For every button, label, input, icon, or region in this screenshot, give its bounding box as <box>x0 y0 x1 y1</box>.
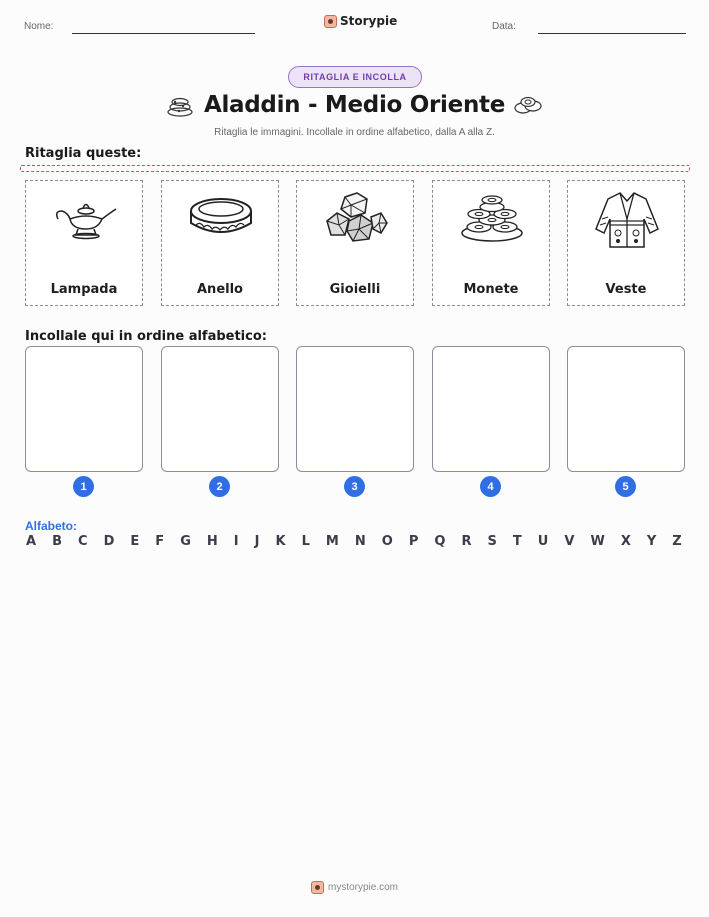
card-label: Anello <box>197 282 243 297</box>
alphabet-letter: F <box>155 534 165 549</box>
alphabet-letter: Q <box>434 534 446 549</box>
slot-number-3: 3 <box>344 476 365 497</box>
alphabet-letter: E <box>130 534 140 549</box>
date-line <box>538 33 686 34</box>
name-line <box>72 33 255 34</box>
alphabet-letter: W <box>590 534 605 549</box>
alphabet-letter: L <box>301 534 310 549</box>
cut-section-label: Ritaglia queste: <box>25 146 142 161</box>
alphabet-letter: S <box>487 534 497 549</box>
coins-icon <box>457 189 527 245</box>
alphabet-letter: N <box>354 534 366 549</box>
worksheet-header <box>0 0 709 40</box>
cut-line <box>20 165 690 172</box>
slot-number-2: 2 <box>209 476 230 497</box>
cut-card-anello[interactable] <box>161 180 279 306</box>
magic-lamp-icon <box>50 189 120 245</box>
alphabet-letter: G <box>180 534 191 549</box>
alphabet-title: Alfabeto: <box>25 519 77 533</box>
alphabet-letter: V <box>564 534 575 549</box>
page-title: Aladdin - Medio Oriente <box>203 92 506 118</box>
ring-icon <box>186 189 256 245</box>
alphabet-letter: Z <box>672 534 682 549</box>
footer <box>0 881 709 894</box>
alphabet-letter: A <box>26 534 37 549</box>
alphabet-row <box>26 534 682 549</box>
paste-section-label: Incollale qui in ordine alfabetico: <box>25 329 267 344</box>
card-label: Gioielli <box>329 282 381 297</box>
storypie-footer-icon <box>311 881 324 894</box>
card-label: Lampada <box>50 282 118 297</box>
alphabet-letter: H <box>206 534 218 549</box>
storypie-logo-icon <box>324 15 337 28</box>
cut-card-lampada[interactable] <box>25 180 143 306</box>
alphabet-letter: K <box>275 534 286 549</box>
alphabet-letter: U <box>537 534 549 549</box>
paste-slot-4[interactable] <box>432 346 550 472</box>
gems-icon <box>321 189 391 247</box>
cut-card-veste[interactable] <box>567 180 685 306</box>
instructions: Ritaglia le immagini. Incollale in ordine alfabetico, dalla A alla Z. <box>214 127 495 138</box>
alphabet-letter: T <box>512 534 522 549</box>
paste-slot-3[interactable] <box>296 346 414 472</box>
alphabet-letter: J <box>254 534 260 549</box>
paste-slot-1[interactable] <box>25 346 143 472</box>
alphabet-letter: R <box>461 534 472 549</box>
alphabet-letter: X <box>620 534 631 549</box>
coin-stack-icon <box>513 94 543 116</box>
storypie-logo <box>324 14 397 28</box>
name-label: Nome: <box>24 21 54 32</box>
footer-url[interactable]: mystorypie.com <box>327 882 398 893</box>
activity-badge: RITAGLIA E INCOLLA <box>288 66 422 88</box>
alphabet-letter: P <box>408 534 419 549</box>
alphabet-letter: C <box>78 534 88 549</box>
alphabet-letter: I <box>233 534 239 549</box>
alphabet-letter: D <box>103 534 115 549</box>
alphabet-letter: B <box>52 534 62 549</box>
cut-card-monete[interactable] <box>432 180 550 306</box>
paste-slot-5[interactable] <box>567 346 685 472</box>
brand-name: Storypie <box>340 14 398 28</box>
paste-slot-2[interactable] <box>161 346 279 472</box>
date-label: Data: <box>492 21 516 32</box>
slot-number-5: 5 <box>615 476 636 497</box>
card-label: Monete <box>463 282 519 297</box>
slot-number-1: 1 <box>73 476 94 497</box>
robe-icon <box>592 189 662 249</box>
card-label: Veste <box>605 282 647 297</box>
cut-card-gioielli[interactable] <box>296 180 414 306</box>
alphabet-letter: O <box>381 534 393 549</box>
slot-number-4: 4 <box>480 476 501 497</box>
alphabet-letter: M <box>325 534 339 549</box>
alphabet-letter: Y <box>646 534 657 549</box>
